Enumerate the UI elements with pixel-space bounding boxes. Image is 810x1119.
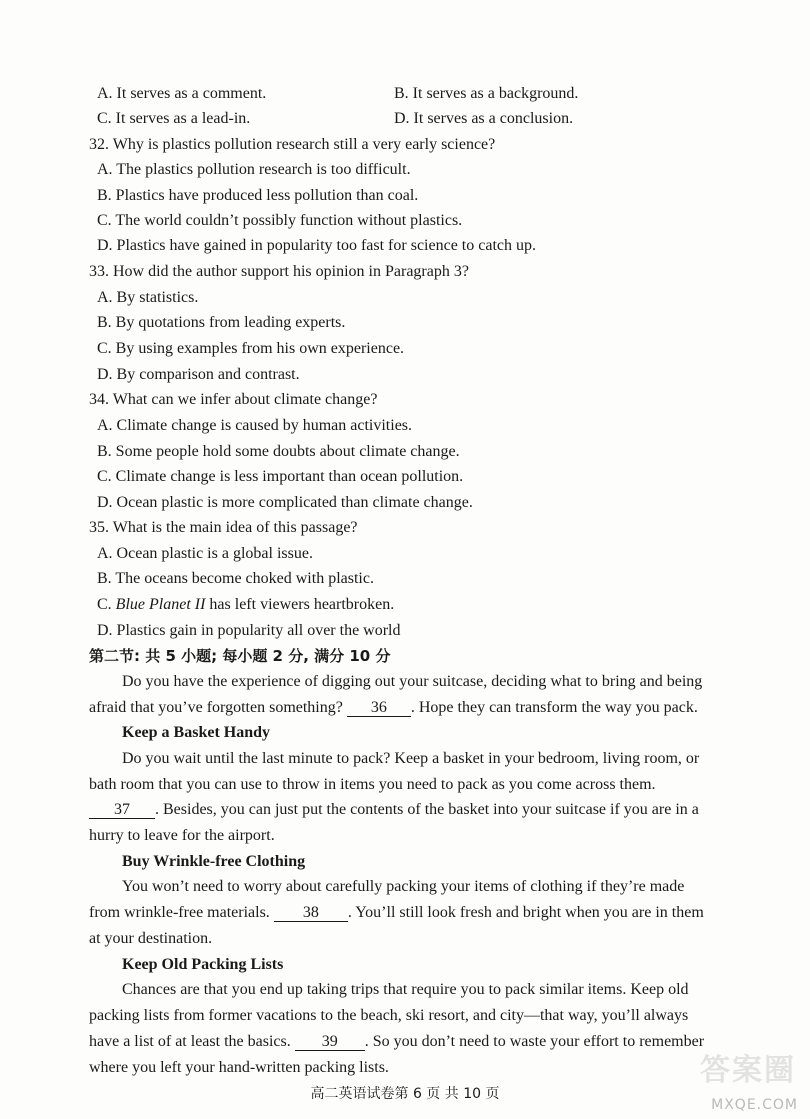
passage-p3-line1: You won’t need to worry about carefully packing your items of clothing if they’re made [122,878,685,895]
q34-option-c: C. Climate change is less important than ocean pollution. [97,468,464,485]
q31-option-a: A. It serves as a comment. [97,85,267,102]
blank-36[interactable]: 36 [347,700,411,717]
q32-option-a: A. The plastics pollution research is too difficult. [97,161,411,178]
passage-p4-line2: packing lists from former vacations to the beach, ski resort, and city—that way, you’ll always [89,1007,689,1024]
passage-p4-line3 [89,1032,704,1052]
q31-option-d: D. It serves as a conclusion. [394,110,574,127]
heading-wrinkle-free: Buy Wrinkle-free Clothing [122,853,306,870]
q33-option-b: B. By quotations from leading experts. [97,314,346,331]
q35-option-a: A. Ocean plastic is a global issue. [97,545,313,562]
passage-p3-line2-after: . You’ll still look fresh and bright when you are in them [347,904,704,921]
q35-option-c-rest: has left viewers heartbroken. [205,596,395,613]
passage-p2-line3 [89,800,699,820]
passage-p1-line2 [89,698,698,718]
q35-option-c-prefix: C. [97,596,116,613]
q34-option-b: B. Some people hold some doubts about climate change. [97,443,460,460]
passage-p1-line1: Do you have the experience of digging out your suitcase, deciding what to bring and being [122,673,703,690]
passage-p2-line1: Do you wait until the last minute to pack? Keep a basket in your bedroom, living room, or [122,750,700,767]
passage-p3-line2-before: from wrinkle-free materials. [89,904,270,921]
q35-option-d: D. Plastics gain in popularity all over the world [97,622,401,639]
q34-option-a: A. Climate change is caused by human activities. [97,417,413,434]
heading-keep-basket: Keep a Basket Handy [122,724,271,741]
passage-p4-line1: Chances are that you end up taking trips that require you to pack similar items. Keep old [122,981,689,998]
q31-option-b: B. It serves as a background. [394,85,579,102]
watermark-text: MXQE.COM [711,1097,798,1113]
blank-37[interactable]: 37 [89,802,155,819]
q35-option-c [97,595,394,615]
q31-option-c: C. It serves as a lead-in. [97,110,251,127]
blank-39[interactable]: 39 [295,1034,365,1051]
blank-38[interactable]: 38 [274,905,348,922]
passage-p4-line3-after: . So you don’t need to waste your effort to remember [364,1033,705,1050]
q34-stem: 34. What can we infer about climate change? [89,391,378,408]
passage-p4-line3-before: have a list of at least the basics. [89,1033,291,1050]
q32-option-c: C. The world couldn’t possibly function without plastics. [97,212,463,229]
q33-stem: 33. How did the author support his opinion in Paragraph 3? [89,263,469,280]
q33-option-a: A. By statistics. [97,289,199,306]
q35-option-b: B. The oceans become choked with plastic. [97,570,374,587]
q33-option-c: C. By using examples from his own experience. [97,340,405,357]
q32-option-d: D. Plastics have gained in popularity too fast for science to catch up. [97,237,536,254]
passage-p3-line2 [89,903,704,923]
q35-option-c-title: Blue Planet II [115,596,206,613]
section2-heading: 第二节: 共 5 小题; 每小题 2 分, 满分 10 分 [89,647,391,665]
passage-p1-line2-after: . Hope they can transform the way you pack. [410,699,698,716]
q32-option-b: B. Plastics have produced less pollution than coal. [97,187,419,204]
passage-p4-line4: where you left your hand-written packing lists. [89,1059,389,1076]
passage-p2-line4: hurry to leave for the airport. [89,827,275,844]
passage-p2-line2: bath room that you can use to throw in items you need to pack as you come across them. [89,776,656,793]
page-footer: 高二英语试卷第 6 页 共 10 页 [310,1086,500,1102]
passage-p1-line2-before: afraid that you’ve forgotten something? [89,699,343,716]
passage-p2-line3-after: . Besides, you can just put the contents of the basket into your suitcase if you are in a [155,801,699,818]
q34-option-d: D. Ocean plastic is more complicated than climate change. [97,494,473,511]
watermark-logo: 答案圈 [700,1053,796,1088]
passage-p3-line3: at your destination. [89,930,213,947]
q33-option-d: D. By comparison and contrast. [97,366,300,383]
q35-stem: 35. What is the main idea of this passage? [89,519,358,536]
heading-packing-lists: Keep Old Packing Lists [122,956,284,973]
q32-stem: 32. Why is plastics pollution research still a very early science? [89,136,496,153]
